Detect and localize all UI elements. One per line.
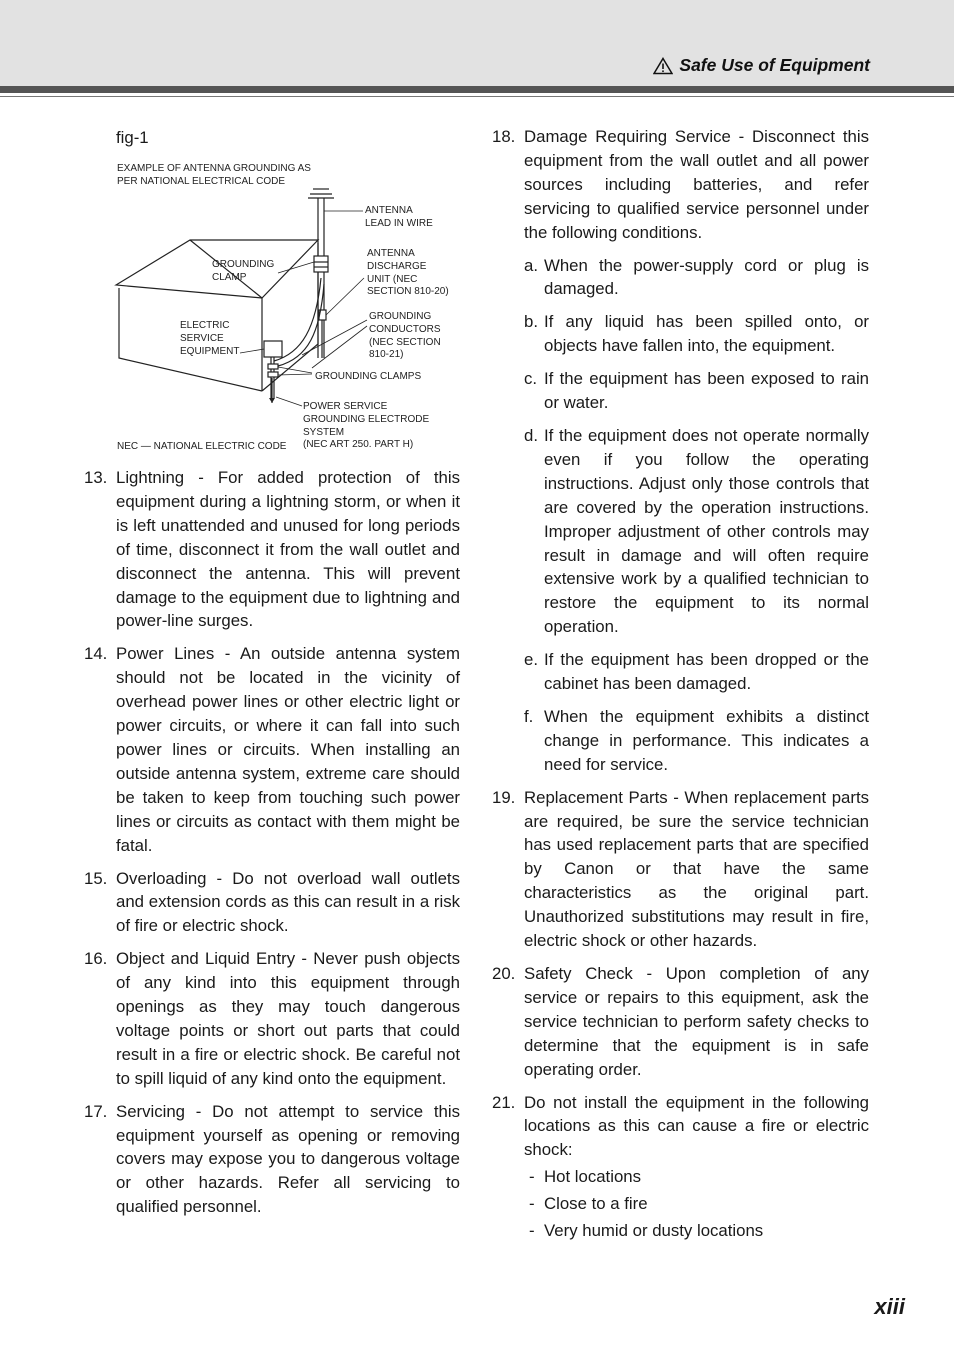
item-number: 20. bbox=[492, 964, 516, 983]
warning-triangle-icon bbox=[653, 57, 673, 75]
item-number: 14. bbox=[84, 644, 108, 664]
item-number: 15. bbox=[84, 868, 108, 888]
header-divider-thick bbox=[0, 86, 954, 93]
label-discharge-unit: ANTENNA DISCHARGE UNIT (NEC SECTION 810-20) bbox=[367, 248, 449, 298]
sub-item-text: When the power-supply cord or plug is damaged. bbox=[544, 255, 869, 299]
sub-item-text: If any liquid has been spilled onto, or objects have fallen into, the equipment. bbox=[544, 312, 869, 356]
sub-item-letter: c. bbox=[524, 369, 538, 389]
sub-item bbox=[492, 424, 869, 639]
item-number: 21. bbox=[492, 1092, 516, 1112]
item-text: Overloading - Do not overload wall outlets and extension cords as this can result in a risk of fire or electric shock. bbox=[116, 868, 460, 936]
figure-caption: EXAMPLE OF ANTENNA GROUNDING AS PER NATIONAL ELECTRICAL CODE bbox=[117, 163, 311, 187]
list-item bbox=[492, 125, 869, 245]
label-grounding-conductors: GROUNDING CONDUCTORS (NEC SECTION 810-21) bbox=[369, 311, 441, 361]
item-number: 18. bbox=[492, 127, 516, 146]
item-number: 13. bbox=[84, 468, 108, 487]
list-item bbox=[84, 867, 460, 939]
item-text: Replacement Parts - When replacement parts are required, be sure the service technician has used replacement parts that are specified by Canon or that have the same characteristics as the original part. Unauthorized substitutions may result in fire, electric shock or other hazards. bbox=[524, 787, 869, 951]
sub-item bbox=[492, 648, 869, 696]
figure-label: fig-1 bbox=[116, 128, 149, 147]
item-text: Power Lines - An outside antenna system should not be located in the vicinity of overhead power lines or other electric light or power circuits, or where it can fall into such power lines or circuits. When installing an outside antenna system, extreme care should be taken to keep from touching such power lines or circuits as contact with them might be fatal. bbox=[116, 644, 460, 855]
item-number: 19. bbox=[492, 787, 516, 807]
label-antenna-lead: ANTENNA LEAD IN WIRE bbox=[365, 205, 433, 229]
item-number: 16. bbox=[84, 949, 108, 969]
sub-item bbox=[492, 705, 869, 777]
item-text: Safety Check - Upon completion of any service or repairs to this equipment, ask the service technician to perform safety checks to determine that the equipment is in safe operating order. bbox=[524, 964, 869, 1079]
bullet-text: Hot locations bbox=[544, 1167, 642, 1187]
item-text: Object and Liquid Entry - Never push objects of any kind into this equipment through openings as they may touch dangerous voltage points or short out parts that could result in a fire or electric shock. Be careful not to spill liquid of any kind onto the equipment. bbox=[116, 949, 460, 1088]
sub-item bbox=[492, 254, 869, 302]
sub-item-letter: f. bbox=[524, 706, 534, 726]
antenna-grounding-diagram bbox=[112, 158, 462, 456]
bullet-item bbox=[492, 1192, 869, 1216]
right-column bbox=[492, 125, 869, 1243]
label-grounding-clamp: GROUNDING CLAMP bbox=[212, 259, 275, 283]
item-text: Damage Requiring Service - Disconnect this equipment from the wall outlet and all power sources including batteries, and refer servicing to qualified service personnel under the following conditions. bbox=[524, 127, 869, 242]
list-item bbox=[84, 947, 460, 1090]
item-number: 17. bbox=[84, 1101, 108, 1121]
left-column bbox=[84, 466, 460, 1228]
sub-item-text: When the equipment exhibits a distinct change in performance. This indicates a need for service. bbox=[544, 706, 869, 774]
label-electric-service: ELECTRIC SERVICE EQUIPMENT bbox=[180, 320, 240, 357]
bullet-dash: - bbox=[529, 1221, 535, 1241]
bullet-dash: - bbox=[529, 1194, 535, 1214]
bullet-item bbox=[492, 1165, 869, 1189]
bullet-item bbox=[492, 1219, 869, 1243]
item-text: Lightning - For added protection of this equipment during a lightning storm, or when it is left unattended and unused for long periods of time, disconnect it from the wall outlet and disconnect the antenna. This will prevent damage to the equipment due to lightning and power-line surges. bbox=[116, 468, 460, 631]
section-title bbox=[653, 55, 870, 76]
page-number: xiii bbox=[874, 1294, 905, 1319]
list-item bbox=[84, 1100, 460, 1220]
sub-item-text: If the equipment has been exposed to rain or water. bbox=[544, 369, 869, 413]
sub-item-letter: a. bbox=[524, 255, 538, 275]
page-header bbox=[0, 0, 954, 86]
list-item bbox=[84, 466, 460, 633]
list-item bbox=[84, 642, 460, 857]
label-grounding-clamps: GROUNDING CLAMPS bbox=[315, 371, 422, 382]
bullet-text: Very humid or dusty locations bbox=[544, 1221, 764, 1241]
sub-item-letter: d. bbox=[524, 425, 538, 445]
label-nec-note: NEC — NATIONAL ELECTRIC CODE bbox=[117, 441, 287, 452]
sub-item-text: If the equipment has been dropped or the cabinet has been damaged. bbox=[544, 650, 869, 694]
header-divider-thin bbox=[0, 96, 954, 97]
sub-item-letter: b. bbox=[524, 312, 538, 332]
sub-item-letter: e. bbox=[524, 650, 538, 670]
sub-item bbox=[492, 310, 869, 358]
sub-item bbox=[492, 367, 869, 415]
item-text: Do not install the equipment in the following locations as this can cause a fire or electric shock: bbox=[524, 1092, 869, 1160]
label-electrode-system: POWER SERVICE GROUNDING ELECTRODE SYSTEM (NEC ART 250. PART H) bbox=[303, 401, 430, 451]
item-text: Servicing - Do not attempt to service this equipment yourself as opening or removing covers may expose you to dangerous voltage or other hazards. Refer all servicing to qualified personnel. bbox=[116, 1101, 460, 1217]
list-item bbox=[492, 962, 869, 1082]
list-item bbox=[492, 1091, 869, 1163]
bullet-text: Close to a fire bbox=[544, 1194, 648, 1214]
list-item bbox=[492, 786, 869, 953]
section-title-text: Safe Use of Equipment bbox=[679, 55, 870, 75]
bullet-dash: - bbox=[529, 1167, 535, 1187]
sub-item-text: If the equipment does not operate normally even if you follow the operating instructions. Adjust only those controls that are covered by the operation instructions. Improper adjustment of other controls may result in damage and will often require extensive work by a qualified technician to restore the equipment to its normal operation. bbox=[544, 425, 869, 637]
